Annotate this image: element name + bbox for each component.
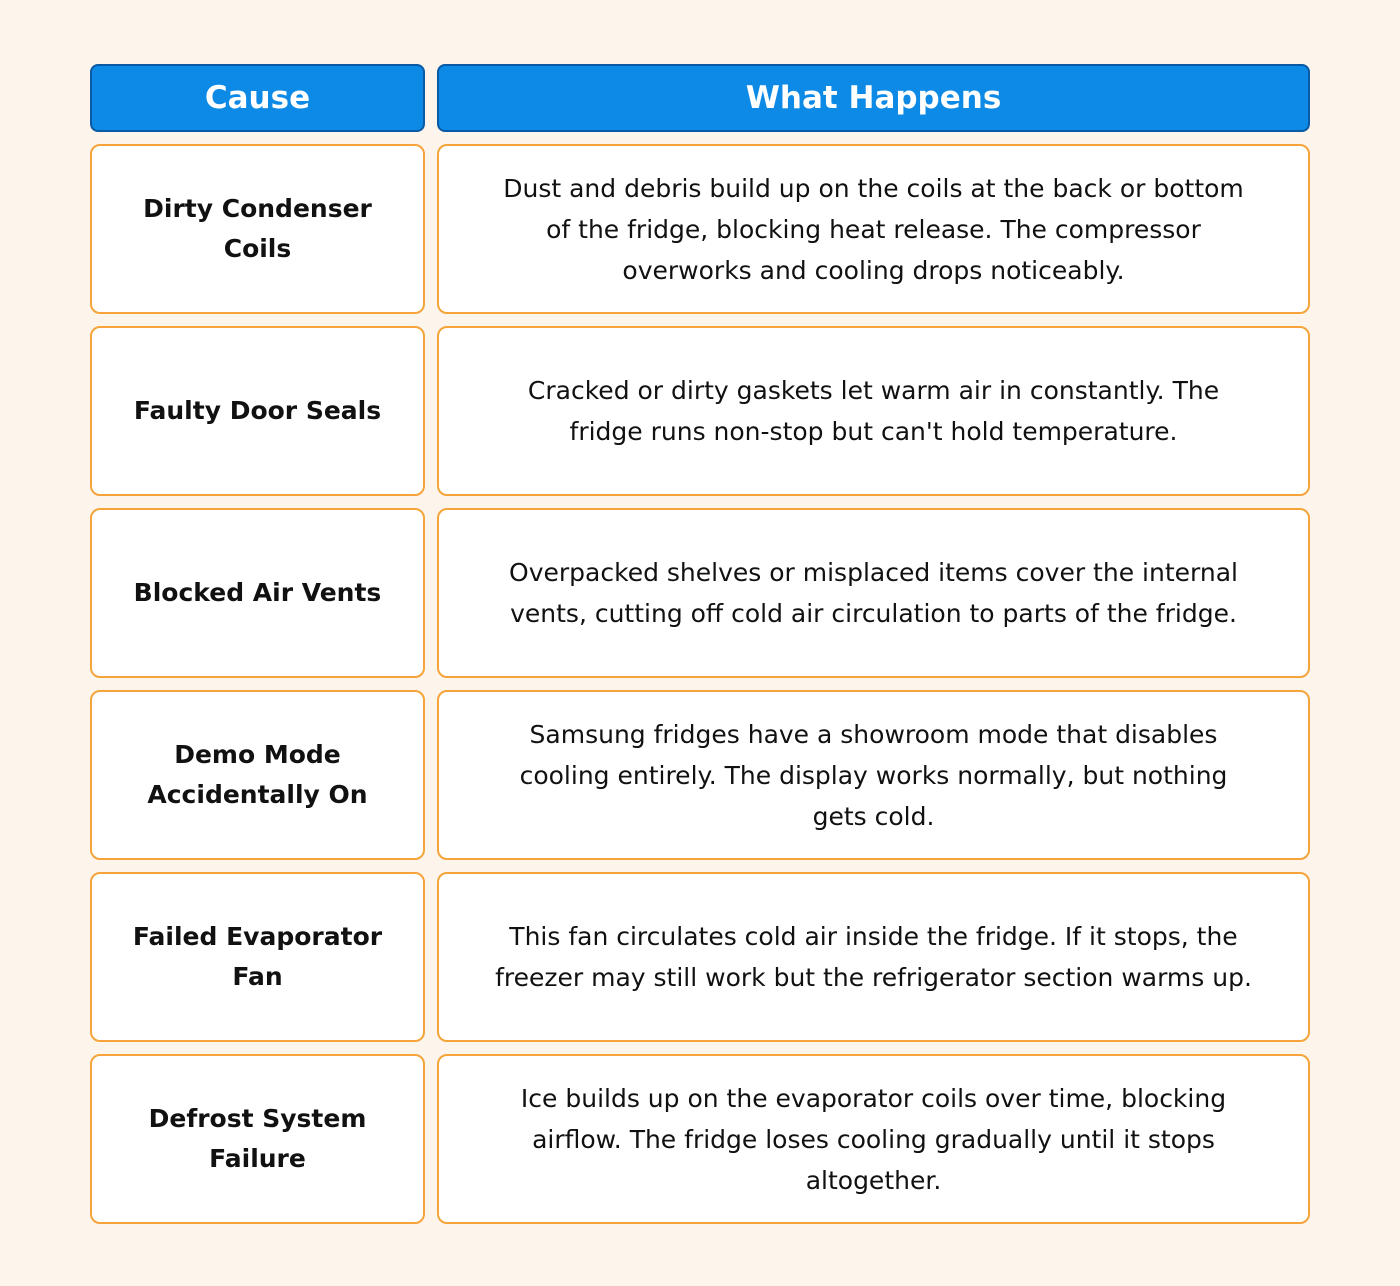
cause-cell: Dirty Condenser Coils bbox=[90, 144, 425, 314]
what-happens-cell: Cracked or dirty gaskets let warm air in constantly. The fridge runs non-stop but can't hold temperature. bbox=[437, 326, 1310, 496]
causes-table bbox=[90, 64, 1310, 1236]
table-row bbox=[90, 1054, 1310, 1224]
what-happens-cell: This fan circulates cold air inside the fridge. If it stops, the freezer may still work but the refrigerator section warms up. bbox=[437, 872, 1310, 1042]
cause-cell: Defrost System Failure bbox=[90, 1054, 425, 1224]
what-happens-cell: Samsung fridges have a showroom mode that disables cooling entirely. The display works normally, but nothing gets cold. bbox=[437, 690, 1310, 860]
cause-cell: Faulty Door Seals bbox=[90, 326, 425, 496]
header-cause: Cause bbox=[90, 64, 425, 132]
table-row bbox=[90, 326, 1310, 496]
table-row bbox=[90, 144, 1310, 314]
header-what-happens: What Happens bbox=[437, 64, 1310, 132]
table-header-row bbox=[90, 64, 1310, 132]
what-happens-cell: Ice builds up on the evaporator coils over time, blocking airflow. The fridge loses cooling gradually until it stops altogether. bbox=[437, 1054, 1310, 1224]
table-row bbox=[90, 690, 1310, 860]
cause-cell: Failed Evaporator Fan bbox=[90, 872, 425, 1042]
table-row bbox=[90, 872, 1310, 1042]
cause-cell: Demo Mode Accidentally On bbox=[90, 690, 425, 860]
table-row bbox=[90, 508, 1310, 678]
cause-cell: Blocked Air Vents bbox=[90, 508, 425, 678]
what-happens-cell: Dust and debris build up on the coils at the back or bottom of the fridge, blocking heat release. The compressor overworks and cooling drops noticeably. bbox=[437, 144, 1310, 314]
what-happens-cell: Overpacked shelves or misplaced items cover the internal vents, cutting off cold air circulation to parts of the fridge. bbox=[437, 508, 1310, 678]
